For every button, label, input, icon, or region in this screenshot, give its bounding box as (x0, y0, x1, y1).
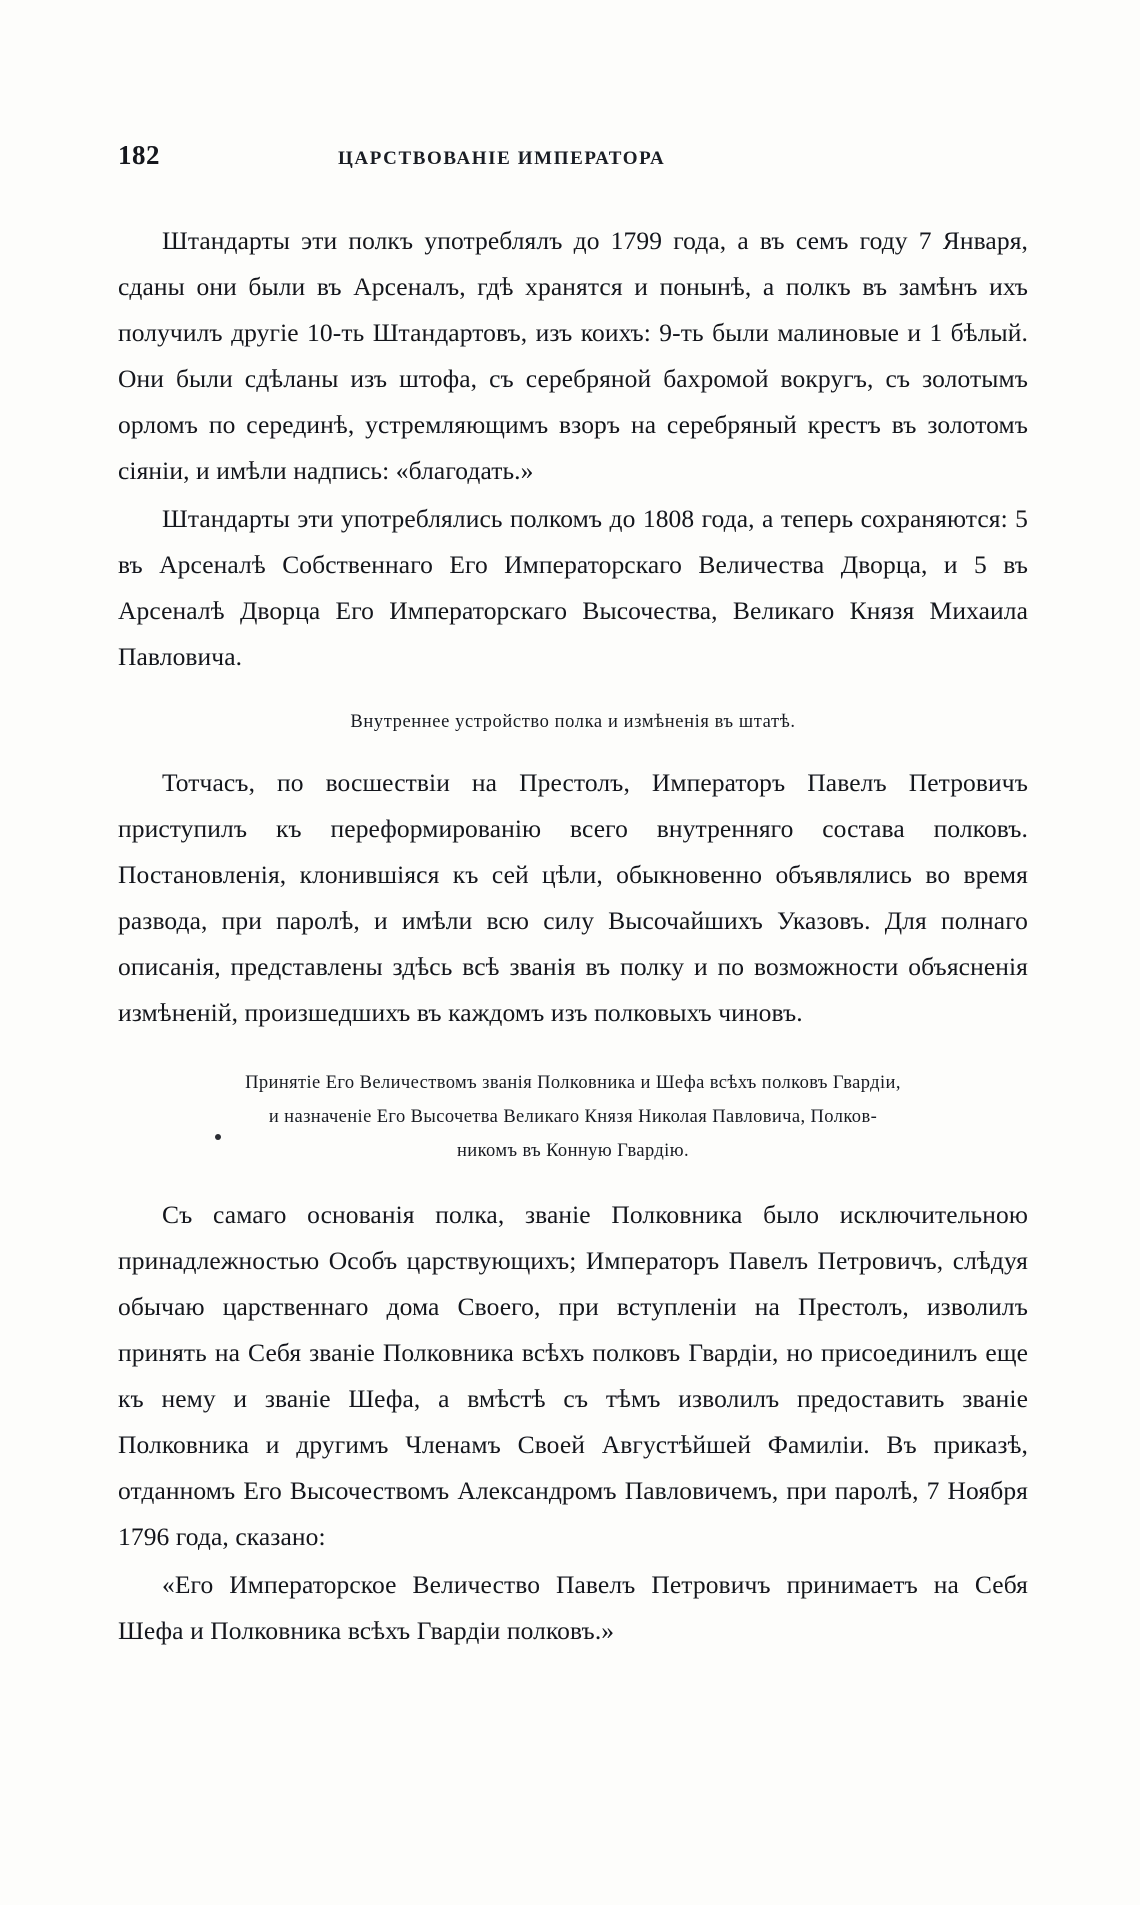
running-head: ЦАРСТВОВАНІЕ ИМПЕРАТОРА (338, 148, 666, 169)
paragraph-4: Съ самаго основанія полка, званіе Полковника было исключительною принадлежностью Особъ царствующихъ; Императоръ Павелъ Петровичъ, слѣдуя обычаю царственнаго дома Своего, при вступленіи на Престолъ, изволилъ принять на Себя званіе Полковника всѣхъ полковъ Гвардіи, но присоединилъ еще къ нему и званіе Шефа, а вмѣстѣ съ тѣмъ изволилъ предоставить званіе Полковника и другимъ Членамъ Своей Августѣйшей Фамиліи. Въ приказѣ, отданномъ Его Высочествомъ Александромъ Павловичемъ, при паролѣ, 7 Ноября 1796 года, сказано: (118, 1200, 1028, 1551)
paragraph-3: Тотчасъ, по восшествіи на Престолъ, Императоръ Павелъ Петровичъ приступилъ къ переформированію всего внутренняго состава полковъ. Постановленія, клонившіяся къ сей цѣли, обыкновенно объявлялись во время развода, при паролѣ, и имѣли всю силу Высочайшихъ Указовъ. Для полнаго описанія, представлены здѣсь всѣ званія въ полку и по возможности объясненія измѣненій, произшедшихъ въ каждомъ изъ полковыхъ чиновъ. (118, 768, 1028, 1027)
subheading-2-line-1: Принятіе Его Величествомъ званія Полковника и Шефа всѣхъ полковъ Гвардіи, (245, 1073, 901, 1093)
page-header (118, 140, 1028, 180)
margin-dot-mark (215, 1134, 221, 1140)
paragraph-1: Штандарты эти полкъ употреблялъ до 1799 года, а въ семъ году 7 Января, сданы они были въ Арсеналъ, гдѣ хранятся и понынѣ, а полкъ въ замѣнъ ихъ получилъ другіе 10-ть Штандартовъ, изъ коихъ: 9-ть были малиновые и 1 бѣлый. Они были сдѣланы изъ штофа, съ серебряной бахромой вокругъ, съ золотымъ орломъ по серединѣ, устремляющимъ взоръ на серебряный крестъ въ золотомъ сіяніи, и имѣли надпись: «благодать.» (118, 226, 1028, 485)
subheading-2-line-3: никомъ въ Конную Гвардію. (457, 1141, 689, 1161)
section-subheading-1: Внутреннее устройство полка и измѣненія въ штатѣ. (350, 712, 796, 732)
paragraph-5-quotation: «Его Императорское Величество Павелъ Петровичъ принимаетъ на Себя Шефа и Полковника всѣхъ Гвардіи полковъ.» (118, 1570, 1028, 1645)
section-subheading-2 (118, 1066, 1028, 1168)
subheading-2-line-2: и назначеніе Его Высочетва Великаго Князя Николая Павловича, Полков- (268, 1107, 878, 1127)
page-content (118, 140, 1028, 1654)
paragraph-2: Штандарты эти употреблялись полкомъ до 1808 года, а теперь сохраняются: 5 въ Арсеналѣ Собственнаго Его Императорскаго Величества Дворца, и 5 въ Арсеналѣ Дворца Его Императорскаго Высочества, Великаго Князя Михаила Павловича. (118, 504, 1028, 671)
page-number: 182 (118, 140, 160, 170)
